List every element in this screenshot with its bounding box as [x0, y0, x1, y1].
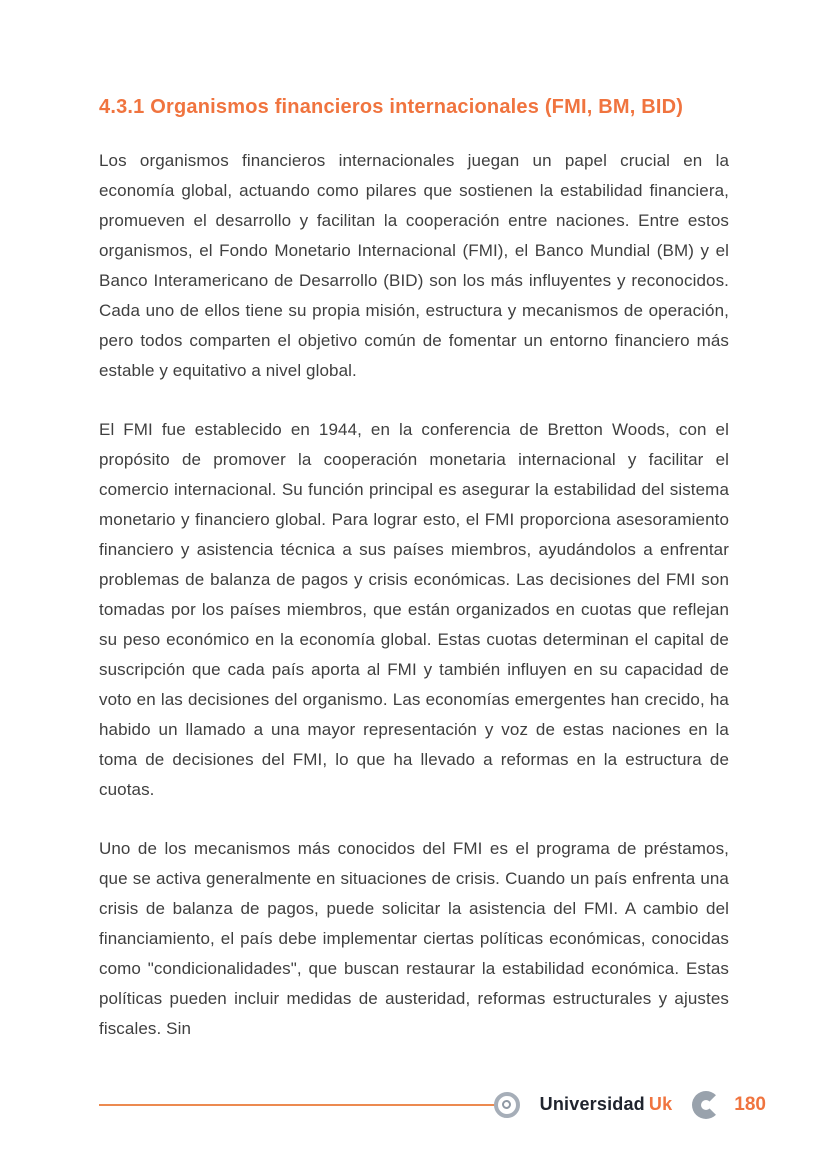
bullseye-inner-dot [502, 1100, 511, 1109]
paragraph-fmi-historia: El FMI fue establecido en 1944, en la conferencia de Bretton Woods, con el propósito de promover la cooperación monetaria internacional y facilitar el comercio internacional. Su función principal es asegurar la estabilidad del sistema monetario y financiero global. Para lograr esto, el FMI proporciona asesoramiento financiero y asistencia técnica a sus países miembros, ayudándolos a enfrentar problemas de balanza de pagos y crisis económicas. Las decisiones del FMI son tomadas por los países miembros, que están organizados en cuotas que reflejan su peso económico en la economía global. Estas cuotas determinan el capital de suscripción que cada país aporta al FMI y también influyen en su capacidad de voto en las decisiones del organismo. Las economías emergentes han crecido, ha habido un llamado a una mayor representación y voz de estas naciones en la toma de decisiones del FMI, lo que ha llevado a reformas en la estructura de cuotas. [99, 420, 729, 799]
footer-divider [99, 1104, 495, 1106]
page-number: 180 [734, 1093, 766, 1115]
section-heading: 4.3.1 Organismos financieros internacionales (FMI, BM, BID) [99, 96, 684, 118]
bullseye-icon [494, 1092, 520, 1118]
paragraph-intro-organismos: Los organismos financieros internacionales juegan un papel crucial en la economía global, actuando como pilares que sostienen la estabilidad financiera, promueven el desarrollo y facilitan la cooperación entre naciones. Entre estos organismos, el Fondo Monetario Internacional (FMI), el Banco Mundial (BM) y el Banco Interamericano de Desarrollo (BID) son los más influyentes y reconocidos. Cada uno de ellos tiene su propia misión, estructura y mecanismos de operación, pero todos comparten el objetivo común de fomentar un entorno financiero más estable y equitativo a nivel global. [99, 151, 729, 380]
page-content [99, 96, 729, 1073]
brand-suffix: Uk [648, 1094, 673, 1114]
page-footer [99, 1081, 766, 1128]
crescent-icon [692, 1091, 720, 1119]
brand-name: Universidad [539, 1094, 645, 1114]
brand-logo-text [540, 1094, 673, 1115]
paragraph-fmi-prestamos: Uno de los mecanismos más conocidos del FMI es el programa de préstamos, que se activa generalmente en situaciones de crisis. Cuando un país enfrenta una crisis de balanza de pagos, puede solicitar la asistencia del FMI. A cambio del financiamiento, el país debe implementar ciertas políticas económicas, conocidas como "condicionalidades", que buscan restaurar la estabilidad económica. Estas políticas pueden incluir medidas de austeridad, reformas estructurales y ajustes fiscales. Sin [99, 839, 729, 1038]
